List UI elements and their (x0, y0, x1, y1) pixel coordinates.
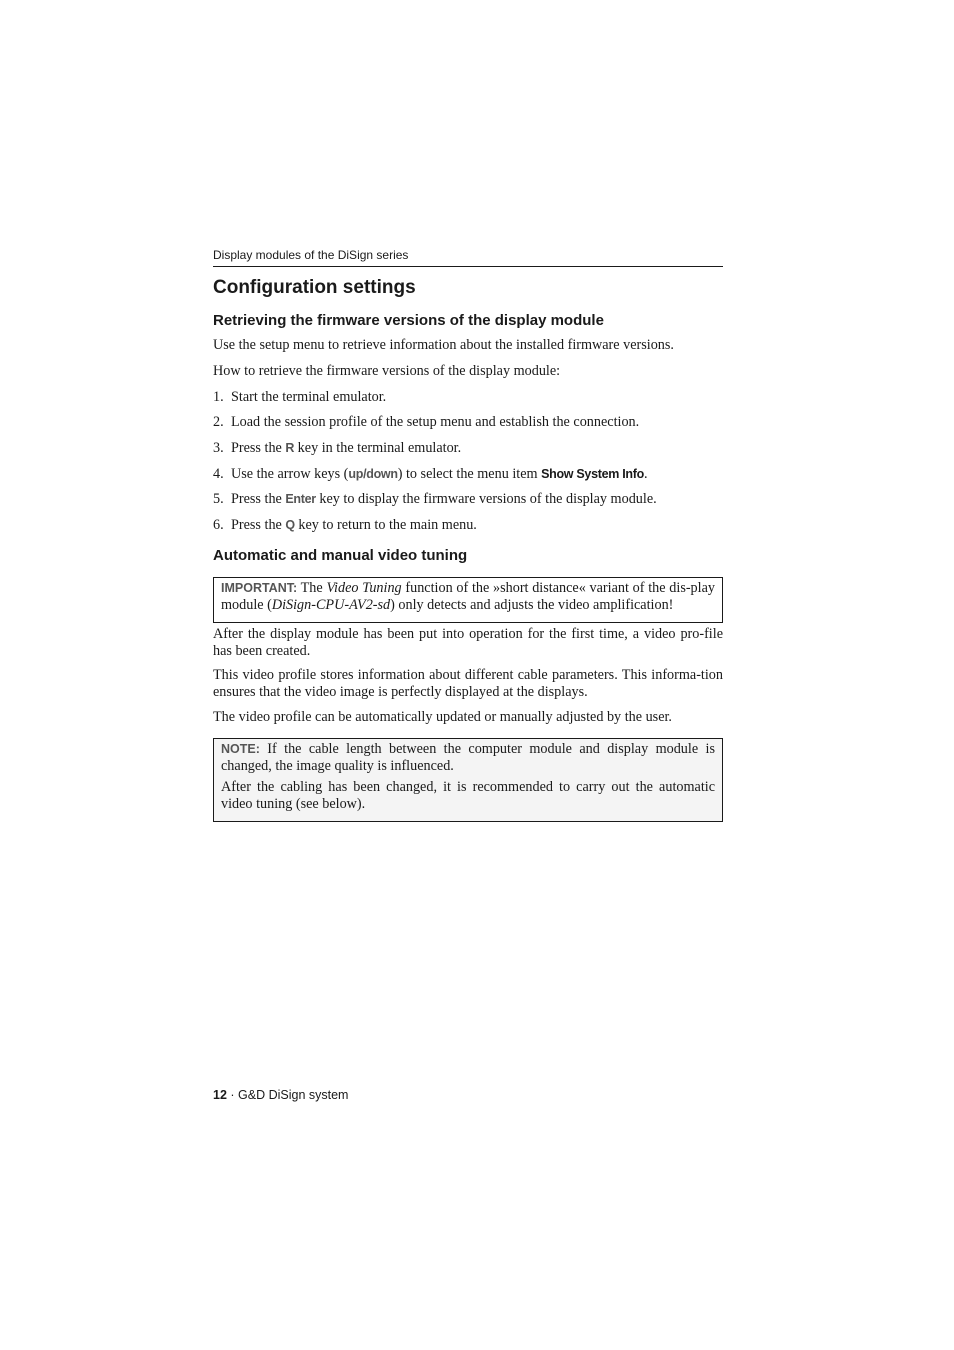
key-label: R (285, 441, 295, 455)
list-item (213, 440, 723, 457)
key-label: up/down (348, 467, 398, 481)
paragraph-howto: How to retrieve the firmware versions of the display module: (213, 363, 561, 379)
page-footer (213, 1088, 348, 1103)
footer-title: G&D DiSign system (238, 1088, 349, 1102)
list-text: Press the (231, 440, 286, 456)
list-item (213, 466, 723, 483)
footer-separator: · (226, 1088, 239, 1102)
list-number: 6. (213, 517, 224, 533)
paragraph: After the display module has been put into operation for the first time, a video pro-file has been created. (213, 626, 723, 659)
list-number: 1. (213, 389, 224, 405)
list-item (213, 389, 723, 406)
list-text: . (643, 466, 648, 482)
page-number: 12 (213, 1088, 227, 1102)
menu-item-label: Show System Info (541, 467, 644, 481)
list-item (213, 414, 723, 431)
list-text: Load the session profile of the setup menu and establish the connection. (231, 414, 640, 430)
list-text: Use the arrow keys ( (231, 466, 349, 482)
important-text-part: ) only detects and adjusts the video amplification! (390, 596, 674, 613)
important-emphasis: Video Tuning (326, 580, 402, 596)
key-label: Q (285, 518, 295, 532)
list-text: ) to select the menu item (397, 466, 542, 482)
important-box (213, 577, 723, 623)
subsection-title-video-tuning: Automatic and manual video tuning (213, 547, 468, 564)
list-text: Start the terminal emulator. (231, 389, 387, 405)
list-number: 3. (213, 440, 224, 456)
list-text: key in the terminal emulator. (294, 440, 462, 456)
running-header: Display modules of the DiSign series (213, 248, 723, 267)
key-label: Enter (285, 492, 316, 506)
list-text: key to return to the main menu. (294, 517, 477, 533)
important-text-part: The (297, 580, 327, 596)
important-emphasis: DiSign-CPU-AV2-sd (271, 596, 391, 613)
note-text-part: If the cable length between the computer module and display module is changed, the image quality is influenced. (221, 741, 715, 774)
list-text: Press the (231, 517, 286, 533)
list-text: Press the (231, 491, 286, 507)
paragraph-intro: Use the setup menu to retrieve information about the installed firmware versions. (213, 337, 674, 353)
list-text: key to display the firmware versions of the display module. (315, 491, 657, 507)
note-text (221, 741, 715, 774)
important-text-part: function of the »short distance« variant of the dis-play module ( (221, 580, 715, 613)
list-number: 5. (213, 491, 224, 507)
list-number: 4. (213, 466, 224, 482)
paragraph: This video profile stores information about different cable parameters. This informa-tion ensures that the video image is perfectly displayed at the displays. (213, 667, 723, 700)
important-label: IMPORTANT: (221, 581, 298, 595)
list-item (213, 517, 723, 534)
note-label: NOTE: (221, 742, 260, 756)
paragraph: The video profile can be automatically updated or manually adjusted by the user. (213, 709, 672, 725)
section-title: Configuration settings (213, 277, 416, 298)
list-number: 2. (213, 414, 224, 430)
subsection-title-firmware: Retrieving the firmware versions of the display module (213, 312, 604, 329)
note-box (213, 738, 723, 822)
note-text-second: After the cabling has been changed, it is recommended to carry out the automatic video tuning (see below). (221, 779, 715, 812)
list-item (213, 491, 723, 508)
important-text (221, 580, 715, 613)
